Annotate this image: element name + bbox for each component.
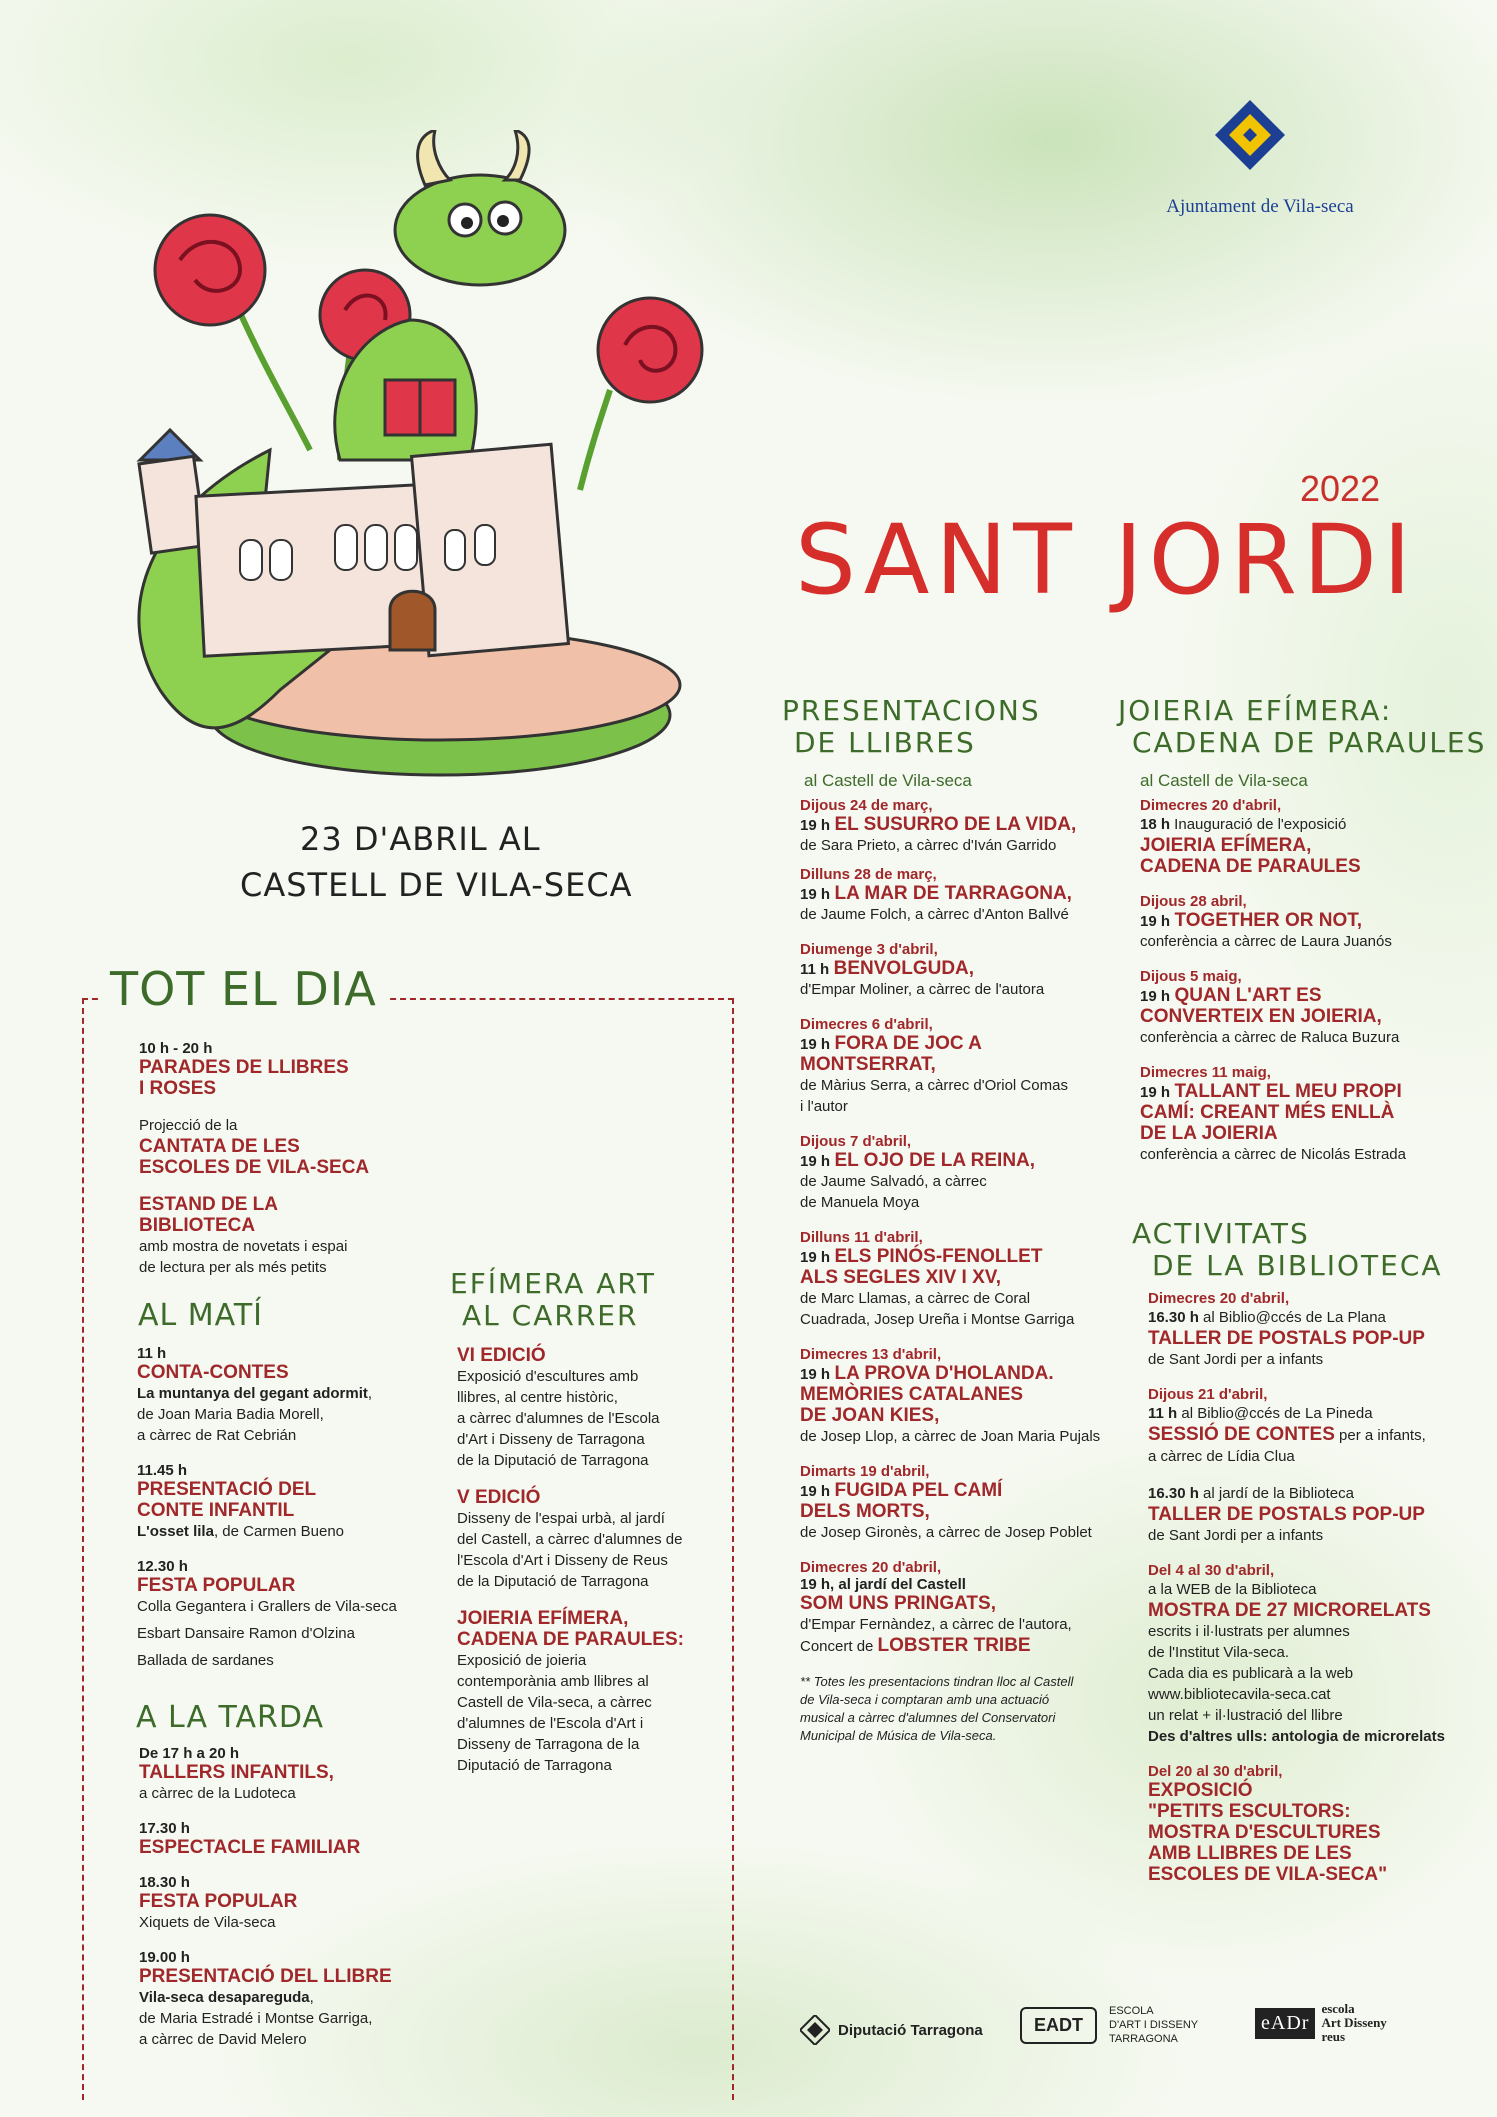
event-title: MOSTRA DE 27 MICRORELATS (1148, 1600, 1431, 1621)
event-date: Del 20 al 30 d'abril, (1148, 1763, 1283, 1780)
event-cantata (139, 1115, 499, 1178)
event-conta-contes: 11 h CONTA-CONTES La muntanya del gegant adormit, de Joan Maria Badia Morell, a càrrec de Rat Cebrián (137, 1345, 467, 1446)
diputacio-emblem-icon (800, 2015, 830, 2045)
presentacions-list (800, 797, 1120, 1745)
event-title: FESTA POPULAR (137, 1575, 296, 1596)
book-title: La muntanya del gegant adormit (137, 1385, 368, 1402)
event-title: LA PROVA D'HOLANDA. (834, 1363, 1054, 1384)
event-title: CADENA DE PARAULES: (457, 1629, 684, 1650)
event-date: Dimecres 13 d'abril, (800, 1346, 942, 1363)
event-desc: del Castell, a càrrec d'alumnes de (457, 1531, 683, 1548)
event-desc: Xiquets de Vila-seca (139, 1914, 276, 1931)
note-line: Municipal de Música de Vila-seca. (800, 1728, 997, 1743)
reus-line: escola (1321, 2001, 1355, 2016)
biblioteca-title (1132, 1218, 1443, 1282)
presentacio-5 (800, 1133, 1120, 1213)
event-date: Dilluns 11 d'abril, (800, 1229, 923, 1246)
event-time: 11 h (137, 1345, 167, 1362)
book-title: L'osset lila (137, 1523, 214, 1540)
event-estand (139, 1194, 499, 1278)
biblioteca-4 (1148, 1562, 1468, 1747)
event-desc: d'Art i Disseny de Tarragona (457, 1431, 645, 1448)
main-title: SANT JORDI (795, 504, 1418, 616)
tot-el-dia-list (139, 1040, 499, 1294)
event-desc: Castell de Vila-seca, a càrrec (457, 1694, 652, 1711)
event-title: CONVERTEIX EN JOIERIA, (1140, 1006, 1382, 1027)
event-desc: de Sara Prieto, a càrrec d'Iván Garrido (800, 837, 1057, 854)
event-title: FORA DE JOC A MONTSERRAT, (800, 1033, 982, 1075)
event-date: Dijous 24 de març, (800, 797, 933, 814)
joieria-title-line2: CADENA DE PARAULES (1132, 726, 1487, 759)
web-link[interactable]: www.bibliotecavila-seca.cat (1148, 1686, 1331, 1703)
event-desc: un relat + il·lustració del llibre (1148, 1707, 1343, 1724)
event-title: MEMÒRIES CATALANES (800, 1384, 1024, 1405)
event-desc: de Josep Llop, a càrrec de Joan Maria Pujals (800, 1428, 1101, 1445)
joieria-4 (1140, 1064, 1460, 1165)
event-title: CADENA DE PARAULES (1140, 856, 1361, 877)
event-desc: a càrrec d'alumnes de l'Escola (457, 1410, 660, 1427)
event-time: 17.30 h (139, 1820, 190, 1837)
event-desc: de l'Institut Vila-seca. (1148, 1644, 1289, 1661)
event-festa-popular-mati (137, 1558, 467, 1671)
event-desc: de Sant Jordi per a infants (1148, 1351, 1324, 1368)
event-time: 18.30 h (139, 1874, 190, 1891)
event-desc: Ballada de sardanes (137, 1652, 274, 1669)
presentacions-title-line1: PRESENTACIONS (782, 694, 1041, 727)
joieria-2 (1140, 893, 1460, 952)
al-mati-list (137, 1345, 467, 1687)
event-desc: amb mostra de novetats i espai (139, 1238, 348, 1255)
eadt-logo (1020, 2004, 1198, 2046)
biblioteca-5 (1148, 1763, 1468, 1885)
event-title: EXPOSICIÓ (1148, 1780, 1253, 1801)
event-time: De 17 h a 20 h (139, 1745, 240, 1762)
event-title: V EDICIÓ (457, 1487, 541, 1508)
event-time: 19 h (1140, 913, 1171, 930)
event-desc: a la WEB de la Biblioteca (1148, 1581, 1317, 1598)
event-title: FESTA POPULAR (139, 1891, 298, 1912)
event-desc: de lectura per als més petits (139, 1259, 327, 1276)
event-time: 19 h (1140, 988, 1171, 1005)
event-desc: Diputació de Tarragona (457, 1757, 612, 1774)
event-festa-popular-tarda (139, 1874, 469, 1933)
event-time: 16.30 h (1148, 1485, 1199, 1502)
event-desc: Projecció de la (139, 1117, 238, 1134)
event-time: 10 h - 20 h (139, 1040, 213, 1057)
event-time: 19 h (800, 1366, 831, 1383)
diputacio-name: Diputació Tarragona (838, 2021, 983, 2039)
event-presentacio-llibre: 19.00 h PRESENTACIÓ DEL LLIBRE Vila-seca desapareguda, de Maria Estradé i Montse Garriga, a càrrec de David Melero (139, 1949, 469, 2050)
event-title: FUGIDA PEL CAMÍ (834, 1480, 1003, 1501)
ajuntament-emblem-icon (1215, 100, 1285, 190)
note-line: ** Totes les presentacions tindran lloc al Castell (800, 1674, 1074, 1689)
event-desc: de Jaume Folch, a càrrec d'Anton Ballvé (800, 906, 1069, 923)
event-desc: de Josep Gironès, a càrrec de Josep Poblet (800, 1524, 1092, 1541)
event-title: TOGETHER OR NOT, (1174, 910, 1363, 931)
event-title: BENVOLGUDA, (833, 958, 975, 979)
event-time: 19 h (800, 1483, 831, 1500)
reus-line: Art Disseny (1321, 2015, 1387, 2030)
event-time: 11 h (800, 961, 830, 978)
event-desc: per a infants, (1334, 1427, 1426, 1444)
event-desc: conferència a càrrec de Nicolás Estrada (1140, 1146, 1406, 1163)
event-title: TALLER DE POSTALS POP-UP (1148, 1328, 1425, 1349)
event-desc: Disseny de Tarragona de la (457, 1736, 640, 1753)
presentacio-2 (800, 866, 1120, 925)
event-desc: contemporània amb llibres al (457, 1673, 649, 1690)
efimera-joieria (457, 1608, 712, 1776)
biblioteca-1 (1148, 1290, 1468, 1370)
event-time: 11.45 h (137, 1462, 188, 1479)
event-date: Del 4 al 30 d'abril, (1148, 1562, 1275, 1579)
joieria-1 (1140, 797, 1460, 877)
event-title: DE LA JOIERIA (1140, 1123, 1278, 1144)
event-desc: llibres, al centre històric, (457, 1389, 618, 1406)
event-desc: Exposició d'escultures amb (457, 1368, 639, 1385)
efimera-list (457, 1345, 712, 1792)
presentacions-title (782, 695, 1041, 797)
event-desc: Inauguració de l'exposició (1170, 816, 1347, 833)
presentacions-note (800, 1673, 1120, 1745)
event-title: LA MAR DE TARRAGONA, (834, 883, 1072, 904)
event-date: Dijous 5 maig, (1140, 968, 1242, 985)
presentacio-1 (800, 797, 1120, 856)
event-title: JOIERIA EFÍMERA, (1140, 835, 1312, 856)
event-desc: al Biblio@ccés de La Plana (1198, 1309, 1386, 1326)
event-desc: de Manuela Moya (800, 1194, 920, 1211)
eadt-line: D'ART I DISSENY (1109, 2019, 1199, 2031)
event-title: I ROSES (139, 1078, 217, 1099)
event-time: 19 h (800, 1153, 831, 1170)
event-time: 19 h (1140, 1084, 1171, 1101)
biblioteca-list (1148, 1290, 1468, 1901)
event-parades (139, 1040, 499, 1099)
event-time: 19.00 h (139, 1949, 190, 1966)
event-tallers (139, 1745, 469, 1804)
event-desc: de Maria Estradé i Montse Garriga, (139, 2010, 373, 2027)
event-time: 19 h, al jardí del Castell (800, 1576, 966, 1593)
event-title: TALLERS INFANTILS, (139, 1762, 334, 1783)
event-date: Diumenge 3 d'abril, (800, 941, 938, 958)
event-title: ESCOLES DE VILA-SECA" (1148, 1864, 1388, 1885)
event-desc: de la Diputació de Tarragona (457, 1573, 649, 1590)
biblioteca-3 (1148, 1483, 1468, 1546)
event-date: Dimecres 20 d'abril, (800, 1559, 942, 1576)
a-la-tarda-title: A LA TARDA (136, 1700, 324, 1735)
event-title: VI EDICIÓ (457, 1345, 546, 1366)
biblioteca-2 (1148, 1386, 1468, 1467)
event-time: 11 h (1148, 1405, 1178, 1422)
event-title: SESSIÓ DE CONTES (1148, 1424, 1335, 1445)
event-title: "PETITS ESCULTORS: (1148, 1801, 1351, 1822)
note-line: de Vila-seca i comptaran amb una actuació (800, 1692, 1050, 1707)
event-title: JOIERIA EFÍMERA, (457, 1608, 629, 1629)
event-title: ESPECTACLE FAMILIAR (139, 1837, 361, 1858)
event-desc: escrits i il·lustrats per alumnes (1148, 1623, 1350, 1640)
a-la-tarda-list (139, 1745, 469, 2066)
presentacio-8 (800, 1463, 1120, 1543)
event-desc: l'Escola d'Art i Disseny de Reus (457, 1552, 668, 1569)
event-desc: a càrrec de Lídia Clua (1148, 1448, 1295, 1465)
presentacio-6 (800, 1229, 1120, 1330)
event-title: DELS MORTS, (800, 1501, 930, 1522)
event-title: EL OJO DE LA REINA, (834, 1150, 1036, 1171)
event-desc: a càrrec de la Ludoteca (139, 1785, 296, 1802)
subtitle-line2: CASTELL DE VILA-SECA (240, 866, 633, 904)
event-title: QUAN L'ART ES (1174, 985, 1322, 1006)
event-title: CANTATA DE LES (139, 1136, 300, 1157)
event-title: PRESENTACIÓ DEL LLIBRE (139, 1966, 392, 1987)
eadt-line: ESCOLA (1109, 2005, 1154, 2017)
event-time: 12.30 h (137, 1558, 188, 1575)
joieria-3 (1140, 968, 1460, 1048)
band-name: LOBSTER TRIBE (877, 1635, 1031, 1656)
event-desc: de Jaume Salvadó, a càrrec (800, 1173, 987, 1190)
event-title: AMB LLIBRES DE LES (1148, 1843, 1352, 1864)
year: 2022 (1300, 468, 1381, 509)
event-desc: a càrrec de David Melero (139, 2031, 307, 2048)
event-espectacle (139, 1820, 469, 1858)
presentacions-subtitle: al Castell de Vila-seca (804, 771, 972, 790)
efimera-title-line1: EFÍMERA ART (450, 1267, 656, 1300)
efimera-title (450, 1268, 656, 1332)
event-date: Dimecres 20 d'abril, (1140, 797, 1282, 814)
event-time: 19 h (800, 817, 831, 834)
event-title: PRESENTACIÓ DEL (137, 1479, 317, 1500)
event-time: 16.30 h (1148, 1309, 1199, 1326)
ajuntament-logo (1215, 100, 1285, 190)
event-date: Dijous 7 d'abril, (800, 1133, 912, 1150)
event-title: ESTAND DE LA (139, 1194, 278, 1215)
event-desc: Colla Gegantera i Grallers de Vila-seca (137, 1598, 397, 1615)
presentacio-7 (800, 1346, 1120, 1447)
event-title: TALLER DE POSTALS POP-UP (1148, 1504, 1425, 1525)
event-desc: de Màrius Serra, a càrrec d'Oriol Comas (800, 1077, 1068, 1094)
event-date: Dimarts 19 d'abril, (800, 1463, 930, 1480)
eadt-mark: EADT (1020, 2007, 1097, 2044)
joieria-list (1140, 797, 1460, 1181)
event-desc: Exposició de joieria (457, 1652, 587, 1669)
al-mati-title: AL MATÍ (138, 1298, 264, 1333)
event-title: EL SUSURRO DE LA VIDA, (834, 814, 1077, 835)
presentacio-9 (800, 1559, 1120, 1657)
event-desc: d'alumnes de l'Escola d'Art i (457, 1715, 644, 1732)
event-desc: de la Diputació de Tarragona (457, 1452, 649, 1469)
event-title: ALS SEGLES XIV I XV, (800, 1267, 1001, 1288)
efimera-title-line2: AL CARRER (462, 1299, 639, 1332)
event-time: 19 h (800, 1249, 831, 1266)
book-title: Vila-seca desapareguda (139, 1989, 310, 2006)
event-time: 19 h (800, 1036, 831, 1053)
diputacio-logo (800, 2015, 983, 2045)
book-title: Des d'altres ulls: antologia de microrelats (1148, 1728, 1445, 1745)
presentacio-3 (800, 941, 1120, 1000)
event-date: Dilluns 28 de març, (800, 866, 937, 883)
dragon-castle-illustration (90, 130, 730, 780)
event-title: TALLANT EL MEU PROPI (1174, 1081, 1402, 1102)
joieria-title (1118, 695, 1486, 797)
joieria-subtitle: al Castell de Vila-seca (1140, 771, 1308, 790)
event-title: BIBLIOTECA (139, 1215, 256, 1236)
presentacions-title-line2: DE LLIBRES (794, 726, 976, 759)
event-date: Dijous 21 d'abril, (1148, 1386, 1268, 1403)
event-desc: d'Empar Fernàndez, a càrrec de l'autora, (800, 1616, 1072, 1633)
escola-reus-logo (1255, 2002, 1387, 2044)
event-desc: Cada dia es publicarà a la web (1148, 1665, 1354, 1682)
note-line: musical a càrrec d'alumnes del Conservatori (800, 1710, 1056, 1725)
event-date: Dijous 28 abril, (1140, 893, 1247, 910)
event-desc: conferència a càrrec de Raluca Buzura (1140, 1029, 1400, 1046)
event-desc: Disseny de l'espai urbà, al jardí (457, 1510, 665, 1527)
biblioteca-title-line1: ACTIVITATS (1132, 1217, 1310, 1250)
subtitle-line1: 23 D'ABRIL AL (300, 820, 541, 858)
event-desc: a càrrec de Rat Cebrián (137, 1427, 297, 1444)
event-desc: i l'autor (800, 1098, 848, 1115)
event-time: 19 h (800, 886, 831, 903)
efimera-v-edicio (457, 1487, 712, 1592)
event-date: Dimecres 6 d'abril, (800, 1016, 933, 1033)
event-desc: de Marc Llamas, a càrrec de Coral (800, 1290, 1031, 1307)
event-date: Dimecres 20 d'abril, (1148, 1290, 1290, 1307)
event-presentacio-conte (137, 1462, 467, 1542)
event-date: Dimecres 11 maig, (1140, 1064, 1271, 1081)
event-desc: , de Carmen Bueno (213, 1523, 345, 1540)
event-time: 18 h (1140, 816, 1171, 833)
event-desc: de Sant Jordi per a infants (1148, 1527, 1324, 1544)
event-title: PARADES DE LLIBRES (139, 1057, 349, 1078)
event-desc: al Biblio@ccés de La Pineda (1177, 1405, 1373, 1422)
event-title: ELS PINÓS-FENOLLET (834, 1246, 1043, 1267)
event-desc: Cuadrada, Josep Ureña i Montse Garriga (800, 1311, 1075, 1328)
event-title: SOM UNS PRINGATS, (800, 1593, 996, 1614)
joieria-title-line1: JOIERIA EFÍMERA: (1118, 694, 1393, 727)
biblioteca-title-line2: DE LA BIBLIOTECA (1152, 1249, 1443, 1282)
event-title: MOSTRA D'ESCULTURES (1148, 1822, 1381, 1843)
event-title: CONTA-CONTES (137, 1362, 289, 1383)
event-desc: Esbart Dansaire Ramon d'Olzina (137, 1625, 355, 1642)
event-title: DE JOAN KIES, (800, 1405, 940, 1426)
reus-line: reus (1321, 2029, 1346, 2044)
efimera-vi-edicio (457, 1345, 712, 1471)
eadt-line: TARRAGONA (1109, 2033, 1178, 2045)
event-desc: de Joan Maria Badia Morell, (137, 1406, 324, 1423)
reus-mark: eADr (1255, 2008, 1315, 2039)
event-title: ESCOLES DE VILA-SECA (139, 1157, 370, 1178)
tot-el-dia-title: TOT EL DIA (100, 962, 387, 1016)
event-title: CAMÍ: CREANT MÉS ENLLÀ (1140, 1102, 1395, 1123)
ajuntament-name: Ajuntament de Vila-seca (1166, 196, 1354, 217)
event-desc: Concert de (800, 1638, 878, 1655)
presentacio-4 (800, 1016, 1120, 1117)
event-desc: al jardí de la Biblioteca (1198, 1485, 1354, 1502)
event-desc: conferència a càrrec de Laura Juanós (1140, 933, 1392, 950)
event-desc: d'Empar Moliner, a càrrec de l'autora (800, 981, 1045, 998)
event-title: CONTE INFANTIL (137, 1500, 295, 1521)
